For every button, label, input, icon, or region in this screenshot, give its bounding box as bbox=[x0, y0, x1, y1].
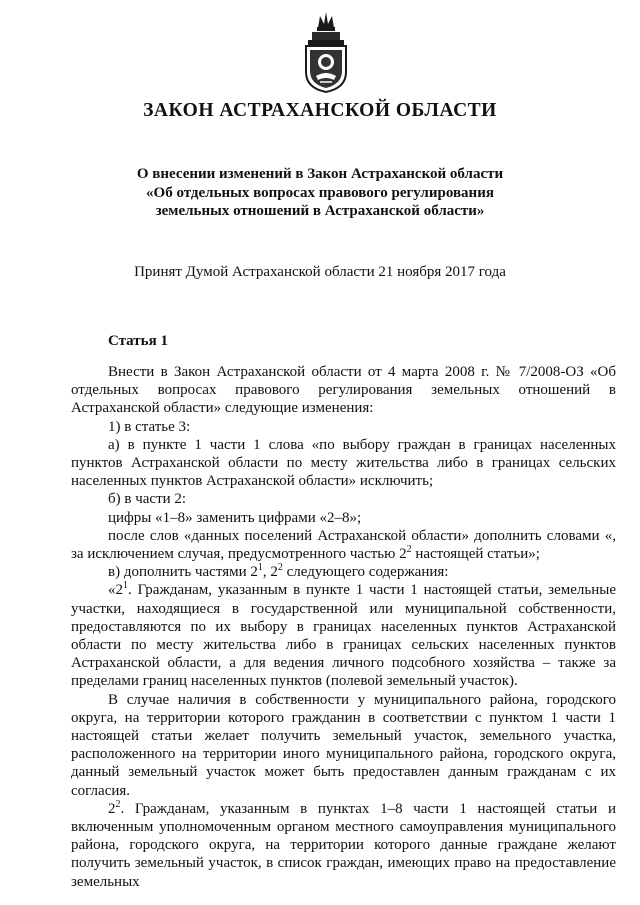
text: «2 bbox=[108, 582, 123, 599]
article-body bbox=[71, 363, 616, 891]
law-title: ЗАКОН АСТРАХАНСКОЙ ОБЛАСТИ bbox=[143, 100, 497, 121]
paragraph: 1) в статье 3: bbox=[108, 418, 191, 435]
text: , 2 bbox=[262, 564, 278, 581]
text: в) дополнить частями 2 bbox=[108, 564, 258, 581]
coat-of-arms-icon bbox=[298, 10, 354, 94]
superscript: 2 bbox=[277, 562, 283, 574]
paragraph: б) в части 2: bbox=[108, 491, 187, 508]
subject-line: земельных отношений в Астраханской области» bbox=[155, 203, 485, 219]
paragraph: Внести в Закон Астраханской области от 4 марта 2008 г. № 7/2008-ОЗ «Об отдельных вопросах правового регулирования земельных отношений в Астраханской области» следующие изменения: bbox=[71, 364, 616, 417]
law-subject bbox=[0, 165, 640, 221]
paragraph: цифры «1–8» заменить цифрами «2–8»; bbox=[108, 509, 362, 526]
superscript: 1 bbox=[257, 562, 263, 574]
paragraph bbox=[71, 563, 616, 581]
text: . Гражданам, указанным в пунктах 1–8 части 1 настоящей статьи и включенным уполномоченным органом местного самоуправления муниципального района, городского округа, на территории которого данные граждане желают получить земельный участок, в список граждан, имеющих право на предоставление земельных bbox=[71, 800, 616, 890]
superscript: 1 bbox=[123, 580, 128, 592]
article-heading: Статья 1 bbox=[108, 333, 168, 349]
superscript: 2 bbox=[115, 798, 121, 810]
superscript: 2 bbox=[406, 544, 412, 556]
adoption-note: Принят Думой Астраханской области 21 ноября 2017 года bbox=[134, 264, 506, 280]
paragraph bbox=[71, 581, 616, 690]
text: . Гражданам, указанным в пункте 1 части 1 настоящей статьи, земельные участки, находящиеся в государственной или муниципальной собственности, предоставляются по их выбору в границах населенных пунктов Астраханской области по месту жительства либо в границах сельских населенных пунктов Астраханской области, а для ведения личного подсобного хозяйства – также за пределами границ населенных пунктов (полевой земельный участок). bbox=[71, 582, 616, 690]
text: после слов «данных поселений Астраханской области» дополнить словами «, за исключением случая, предусмотренного частью 2 bbox=[71, 527, 616, 563]
text: настоящей статьи»; bbox=[411, 546, 540, 563]
text: следующего содержания: bbox=[282, 564, 449, 581]
paragraph: а) в пункте 1 части 1 слова «по выбору граждан в границах населенных пунктов Астраханской области по месту жительства либо в границах сельских населенных пунктов Астраханской области» исключить; bbox=[71, 436, 616, 490]
text: 2 bbox=[108, 800, 116, 817]
paragraph: В случае наличия в собственности у муниципального района, городского округа, на территории которого гражданин в соответствии с пунктом 1 части 1 настоящей статьи желает получить земельный участок, земельного участка, расположенного на территории иного муниципального района, городского округа, данный земельный участок может быть предоставлен данным гражданам с их согласия. bbox=[71, 691, 616, 799]
subject-line: О внесении изменений в Закон Астраханской области bbox=[136, 166, 504, 182]
paragraph bbox=[71, 800, 616, 891]
paragraph bbox=[71, 527, 616, 563]
subject-line: «Об отдельных вопросах правового регулирования bbox=[146, 184, 494, 201]
